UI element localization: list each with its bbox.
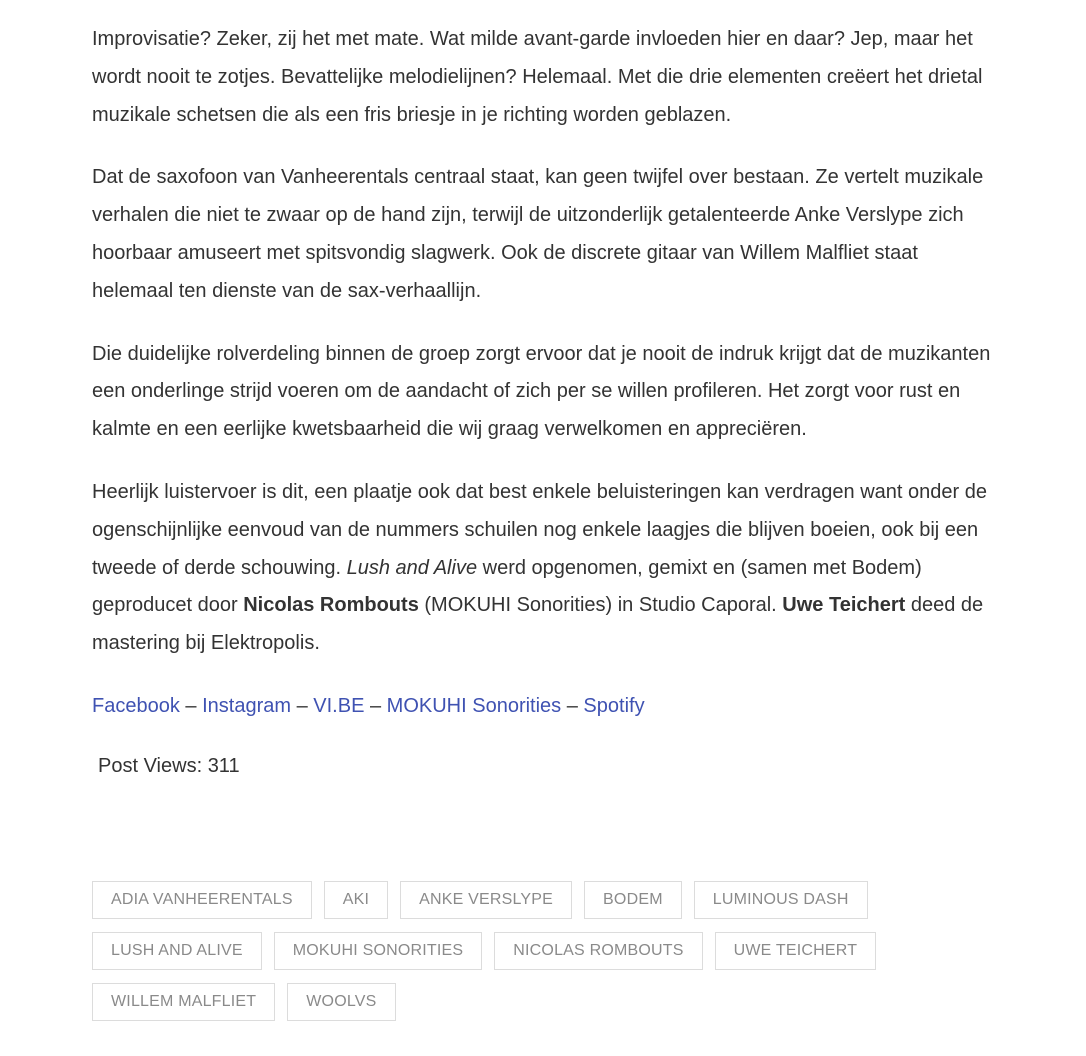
paragraph-4-text-1: Heerlijk luistervoer is dit, een plaatje ook dat best enkele beluisteringen kan verdragen want onder de ogenschijnlijke eenvoud van de nummers schuilen nog enkele laagjes die blijven boeien, ook bij een tweede of derde schouwing. [92, 480, 987, 579]
tag-mokuhi-sonorities[interactable]: MOKUHI SONORITIES [274, 932, 483, 970]
tag-aki[interactable]: AKI [324, 881, 388, 919]
tag-willem-malfliet[interactable]: WILLEM MALFLIET [92, 983, 275, 1021]
spotify-link[interactable]: Spotify [583, 694, 645, 717]
vibe-link[interactable]: VI.BE [313, 694, 365, 717]
tag-list [92, 881, 992, 1034]
mastering-engineer-name: Uwe Teichert [782, 594, 906, 617]
post-views [92, 754, 992, 778]
tag-row [92, 983, 992, 1021]
link-separator: – [561, 694, 584, 717]
producer-name: Nicolas Rombouts [243, 594, 419, 617]
tag-row [92, 881, 992, 919]
social-links [92, 688, 992, 726]
paragraph-4-text-4: deed de mastering bij Elektropolis. [92, 594, 984, 655]
link-separator: – [364, 694, 387, 717]
instagram-link[interactable]: Instagram [202, 694, 292, 717]
facebook-link[interactable]: Facebook [92, 694, 180, 717]
link-separator: – [291, 694, 314, 717]
link-separator: – [179, 694, 203, 717]
article-body [92, 21, 992, 778]
mokuhi-sonorities-link[interactable]: MOKUHI Sonorities [386, 694, 562, 717]
paragraph-1: Improvisatie? Zeker, zij het met mate. Wat milde avant-garde invloeden hier en daar? Jep, maar het wordt nooit te zotjes. Bevattelijke melodielijnen? Helemaal. Met die drie elementen creëert het drietal muzikale schetsen die als een fris briesje in je richting worden geblazen. [92, 28, 983, 126]
post-views-count: 311 [207, 754, 240, 777]
tag-adia-vanheerentals[interactable]: ADIA VANHEERENTALS [92, 881, 312, 919]
album-title: Lush and Alive [346, 556, 478, 579]
tag-nicolas-rombouts[interactable]: NICOLAS ROMBOUTS [494, 932, 702, 970]
paragraph-2: Dat de saxofoon van Vanheerentals centraal staat, kan geen twijfel over bestaan. Ze vertelt muzikale verhalen die niet te zwaar op de hand zijn, terwijl de uitzonderlijk getalenteerde Anke Verslype zich hoorbaar amuseert met spitsvondig slagwerk. Ook de discrete gitaar van Willem Malfliet staat helemaal ten dienste van de sax-verhaallijn. [92, 166, 984, 302]
tag-row [92, 932, 992, 970]
paragraph-3: Die duidelijke rolverdeling binnen de groep zorgt ervoor dat je nooit de indruk krijgt dat de muzikanten een onderlinge strijd voeren om de aandacht of zich per se willen profileren. Het zorgt voor rust en kalmte en een eerlijke kwetsbaarheid die wij graag verwelkomen en appreciëren. [92, 342, 991, 441]
tag-lush-and-alive[interactable]: LUSH AND ALIVE [92, 932, 262, 970]
tag-anke-verslype[interactable]: ANKE VERSLYPE [400, 881, 572, 919]
tag-woolvs[interactable]: WOOLVS [287, 983, 395, 1021]
tag-bodem[interactable]: BODEM [584, 881, 682, 919]
paragraph-4-text-3: (MOKUHI Sonorities) in Studio Caporal. [418, 594, 783, 617]
post-views-label: Post Views: [98, 754, 203, 777]
tag-uwe-teichert[interactable]: UWE TEICHERT [715, 932, 877, 970]
tag-luminous-dash[interactable]: LUMINOUS DASH [694, 881, 868, 919]
paragraph-4-text-2: werd opgenomen, gemixt en (samen met Bodem) geproducet door [92, 556, 922, 617]
paragraph-4 [92, 474, 992, 663]
